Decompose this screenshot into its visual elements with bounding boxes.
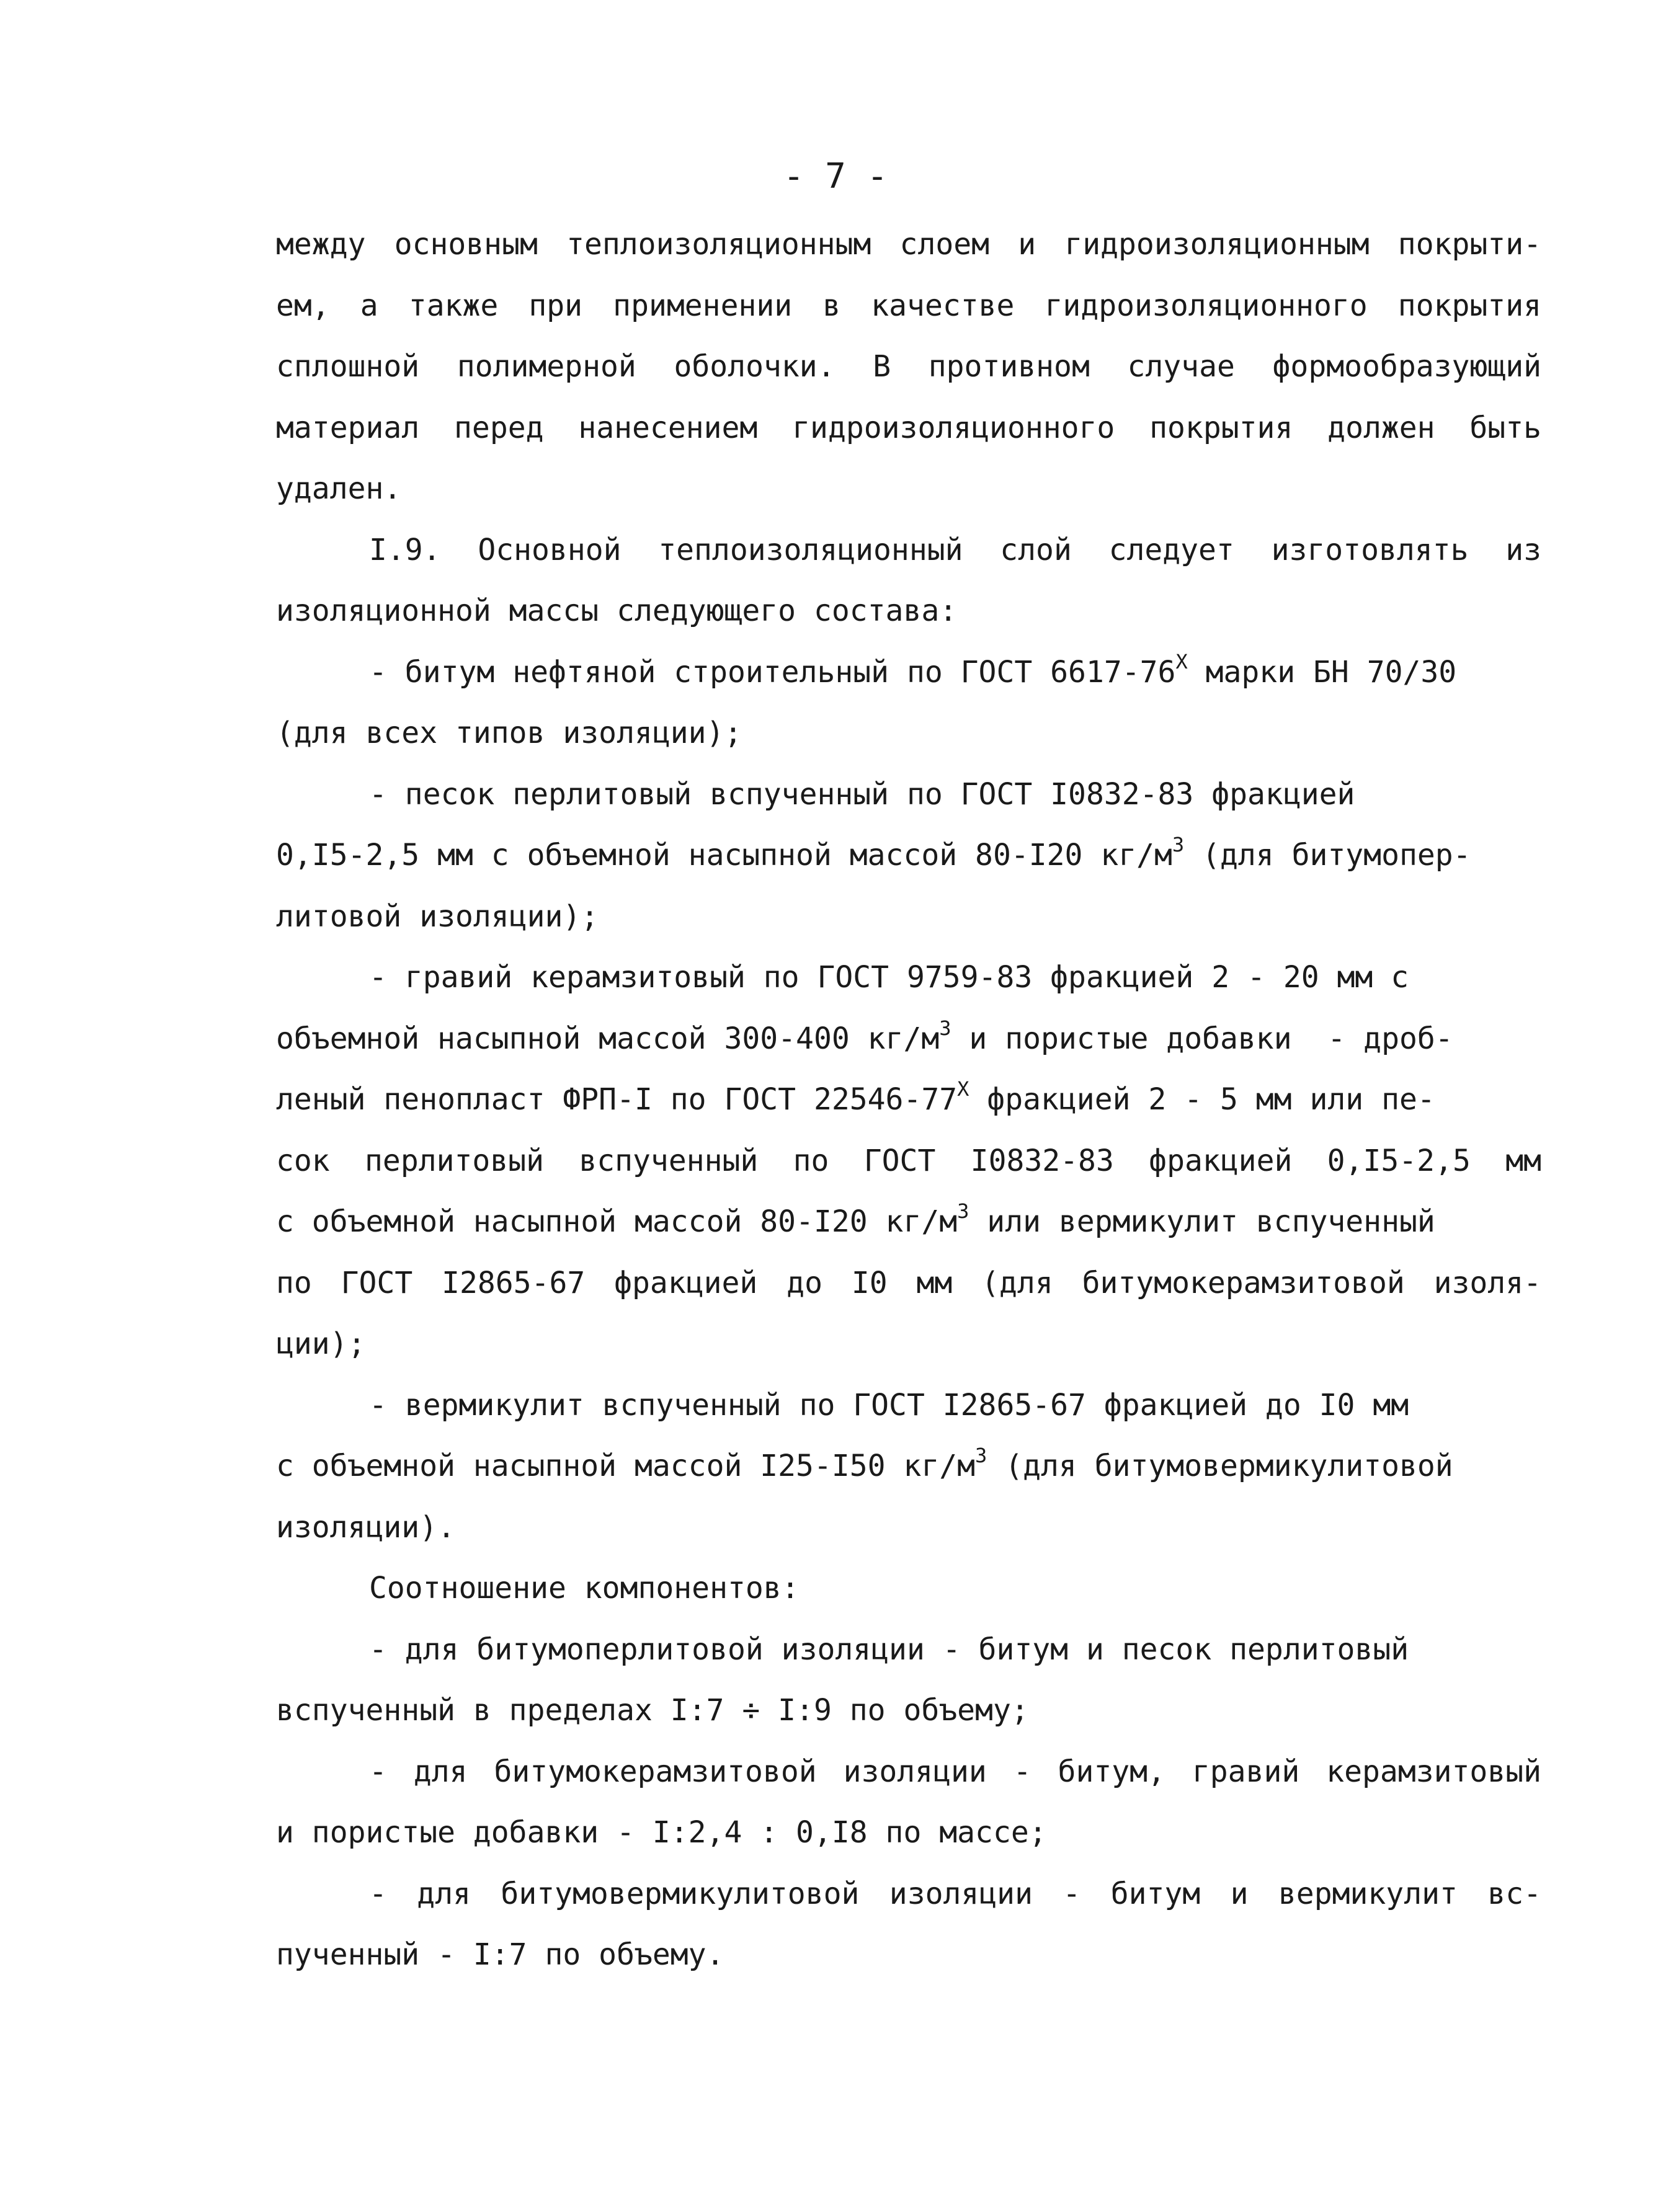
text-line-content: I.9. Основной теплоизоляционный слой следует изготовлять из (369, 532, 1541, 567)
text-line-continuation: (для битумовермикулитовой (987, 1449, 1453, 1483)
text-line-content: литовой изоляции); (276, 899, 599, 934)
text-line-continuation: и пористые добавки - дроб- (951, 1021, 1453, 1056)
text-line-continuation: или вермикулит вспученный (969, 1204, 1435, 1239)
text-line-content: ем, а также при применении в качестве гидроизоляционного покрытия (276, 288, 1541, 323)
text-line (276, 1069, 1541, 1130)
page-number: - 7 - (783, 156, 888, 197)
text-line (276, 764, 1541, 825)
text-line (276, 703, 1541, 764)
superscript: 3 (957, 1199, 969, 1223)
text-line (276, 1741, 1541, 1803)
text-line-content: - вермикулит вспученный по ГОСТ I2865-67 фракцией до I0 мм (369, 1387, 1409, 1423)
text-line-content: с объемной насыпной массой I25-I50 кг/м (276, 1449, 976, 1483)
text-line-content: Соотношение компонентов: (369, 1571, 800, 1606)
text-line-content: пученный - I:7 по объему. (276, 1937, 724, 1972)
text-line-content: объемной насыпной массой 300-400 кг/м (276, 1021, 940, 1056)
superscript: 3 (939, 1016, 951, 1040)
superscript: 3 (975, 1444, 987, 1467)
text-line (276, 825, 1541, 886)
text-line (276, 214, 1541, 275)
text-line (276, 1497, 1541, 1558)
text-line-content: - песок перлитовый вспученный по ГОСТ I0832-83 фракцией (369, 776, 1355, 812)
text-line-content: ции); (276, 1326, 366, 1361)
text-line (276, 398, 1541, 459)
text-line (276, 580, 1541, 642)
text-line-content: (для всех типов изоляции); (276, 716, 742, 750)
text-line (276, 1253, 1541, 1314)
text-line-continuation: (для битумопер- (1184, 838, 1471, 873)
text-line-content: между основным теплоизоляционным слоем и гидроизоляционным покрыти- (276, 227, 1541, 262)
body-text (276, 214, 1541, 1986)
text-line (276, 1558, 1541, 1619)
superscript: X (957, 1077, 969, 1101)
text-line-continuation: марки БН 70/30 (1187, 654, 1457, 690)
text-line (276, 1680, 1541, 1741)
superscript: 3 (1172, 833, 1185, 856)
superscript: X (1175, 649, 1188, 673)
text-line-content: изоляционной массы следующего состава: (276, 593, 958, 628)
text-line-content: - для битумоперлитовой изоляции - битум и песок перлитовый (369, 1632, 1409, 1667)
text-line (276, 1130, 1541, 1192)
text-line-content: удален. (276, 471, 402, 506)
text-line (276, 458, 1541, 520)
text-line-content: вспученный в пределах I:7 ÷ I:9 по объему; (276, 1693, 1029, 1728)
text-line (276, 520, 1541, 581)
text-line (276, 947, 1541, 1008)
text-line (276, 886, 1541, 948)
text-line (276, 642, 1541, 703)
text-line-content: сплошной полимерной оболочки. В противном случае формообразующий (276, 349, 1541, 384)
text-line-content: с объемной насыпной массой 80-I20 кг/м (276, 1204, 958, 1239)
text-line-continuation: фракцией 2 - 5 мм или пе- (969, 1082, 1435, 1117)
text-line (276, 1436, 1541, 1497)
text-line (276, 1375, 1541, 1436)
text-line (276, 1802, 1541, 1863)
text-line (276, 1008, 1541, 1070)
text-line (276, 1863, 1541, 1925)
text-line-content: 0,I5-2,5 мм с объемной насыпной массой 80-I20 кг/м (276, 838, 1172, 873)
text-line (276, 275, 1541, 337)
text-line-content: - для битумокерамзитовой изоляции - битум, гравий керамзитовый (369, 1754, 1541, 1789)
text-line (276, 1313, 1541, 1375)
text-line-content: леный пенопласт ФРП-I по ГОСТ 22546-77 (276, 1082, 958, 1117)
text-line-content: изоляции). (276, 1509, 455, 1545)
text-line-content: - гравий керамзитовый по ГОСТ 9759-83 фракцией 2 - 20 мм с (369, 960, 1409, 995)
text-line (276, 1619, 1541, 1681)
text-line-content: по ГОСТ I2865-67 фракцией до I0 мм (для битумокерамзитовой изоля- (276, 1265, 1541, 1300)
text-line-content: сок перлитовый вспученный по ГОСТ I0832-83 фракцией 0,I5-2,5 мм (276, 1143, 1541, 1178)
text-line-content: материал перед нанесением гидроизоляционного покрытия должен быть (276, 410, 1541, 445)
text-line-content: и пористые добавки - I:2,4 : 0,I8 по массе; (276, 1815, 1047, 1850)
text-line (276, 1191, 1541, 1253)
text-line-content: - для битумовермикулитовой изоляции - битум и вермикулит вс- (369, 1876, 1541, 1911)
text-line (276, 1924, 1541, 1986)
text-line (276, 336, 1541, 398)
text-line-content: - битум нефтяной строительный по ГОСТ 6617-76 (369, 654, 1176, 690)
